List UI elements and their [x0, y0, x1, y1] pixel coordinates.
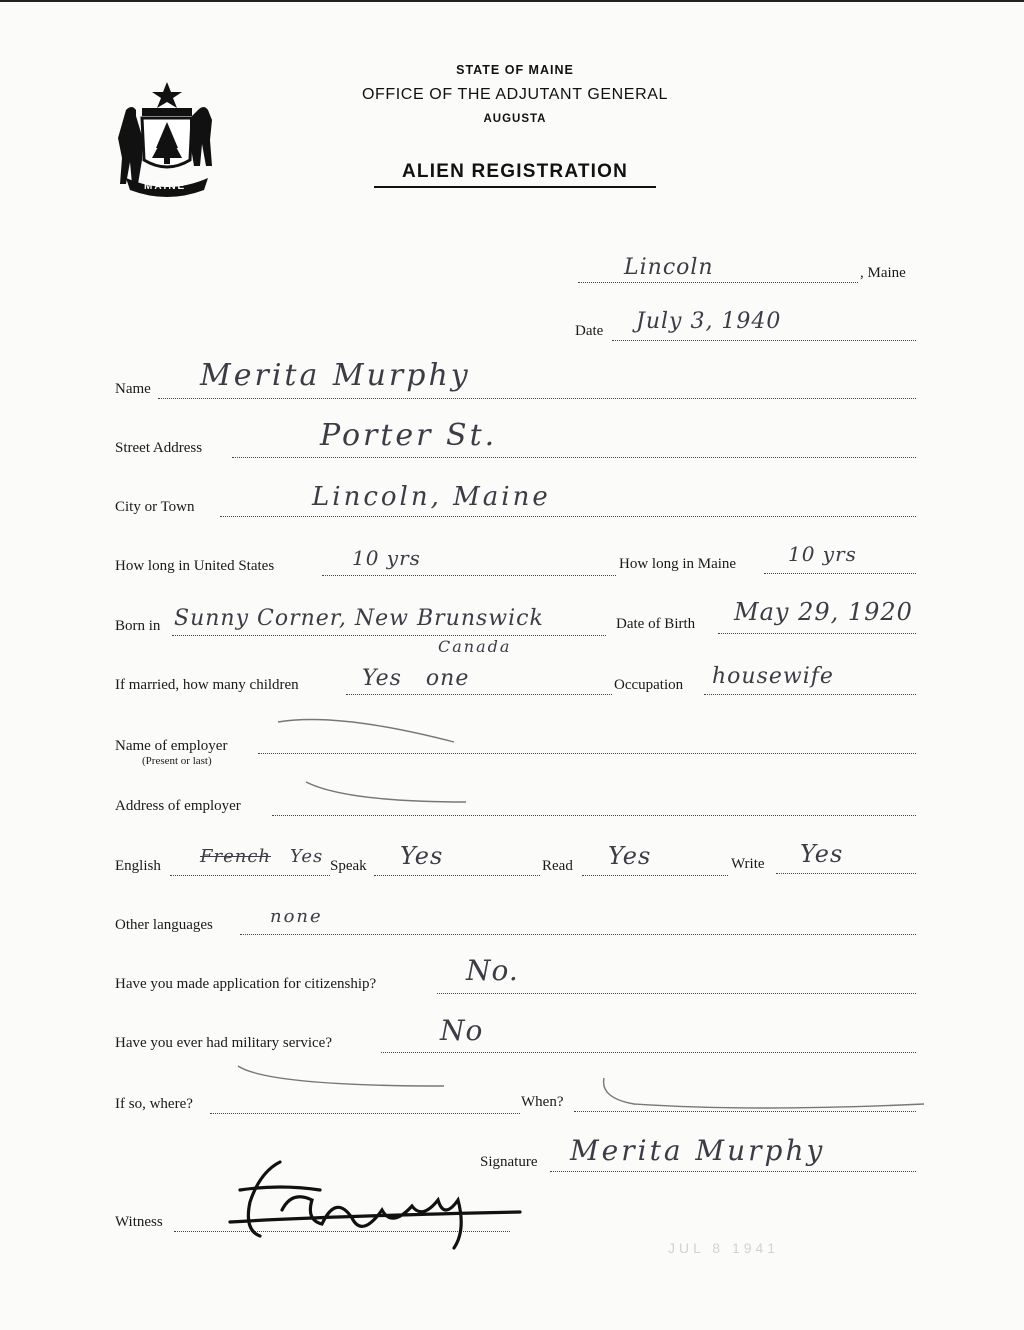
born-label: Born in — [115, 618, 161, 634]
date-label: Date — [575, 323, 604, 339]
witness-label: Witness — [115, 1214, 163, 1230]
place-suffix: , Maine — [860, 265, 906, 281]
city-value: Lincoln, Maine — [312, 482, 551, 512]
born-value: Sunny Corner, New Brunswick — [174, 606, 544, 631]
header-state: STATE OF MAINE — [456, 63, 574, 77]
form-title: ALIEN REGISTRATION — [401, 161, 629, 182]
employer-note: (Present or last) — [142, 755, 212, 767]
street-label: Street Address — [115, 440, 203, 456]
dob-label: Date of Birth — [616, 616, 696, 632]
signature-label: Signature — [480, 1154, 538, 1170]
date-value: July 3, 1940 — [636, 309, 782, 334]
street-value: Porter St. — [320, 418, 498, 453]
name-value: Merita Murphy — [200, 358, 471, 393]
read-label: Read — [542, 858, 573, 874]
signature-value: Merita Murphy — [570, 1134, 826, 1167]
us-time-value: 10 yrs — [352, 546, 421, 570]
children-value: Yes one — [362, 666, 470, 691]
employer-label: Name of employer — [115, 738, 228, 754]
military-value: No — [440, 1014, 484, 1047]
maine-time-value: 10 yrs — [788, 542, 857, 566]
speak-label: Speak — [330, 858, 367, 874]
name-label: Name — [115, 381, 151, 397]
other-languages-value: none — [270, 906, 323, 927]
city-label: City or Town — [115, 499, 195, 515]
where-label: If so, where? — [115, 1096, 193, 1112]
citizenship-value: No. — [466, 954, 519, 987]
read-value: Yes — [608, 842, 652, 870]
occupation-label: Occupation — [614, 677, 684, 693]
other-languages-label: Other languages — [115, 917, 213, 933]
english-label: English — [115, 858, 161, 874]
write-value: Yes — [800, 840, 844, 868]
speak-value: Yes — [400, 842, 444, 870]
children-label: If married, how many children — [115, 677, 299, 693]
us-time-label: How long in United States — [115, 558, 275, 574]
when-label: When? — [521, 1094, 564, 1110]
header-office: OFFICE OF THE ADJUTANT GENERAL — [361, 86, 669, 103]
citizenship-label: Have you made application for citizenship? — [115, 976, 377, 992]
born-country-value: Canada — [438, 637, 512, 656]
military-label: Have you ever had military service? — [115, 1035, 332, 1051]
english-value: Yes — [290, 846, 324, 867]
received-stamp: JUL 8 1941 — [668, 1240, 780, 1256]
dob-value: May 29, 1920 — [734, 598, 913, 626]
header-city: AUGUSTA — [483, 113, 547, 125]
english-struck-value: French — [200, 846, 272, 867]
seal-ribbon-text: MAINE — [144, 181, 187, 192]
occupation-value: housewife — [712, 664, 834, 689]
employer-address-label: Address of employer — [115, 798, 241, 814]
maine-time-label: How long in Maine — [619, 556, 737, 572]
write-label: Write — [731, 856, 765, 872]
place-value: Lincoln — [624, 255, 714, 280]
